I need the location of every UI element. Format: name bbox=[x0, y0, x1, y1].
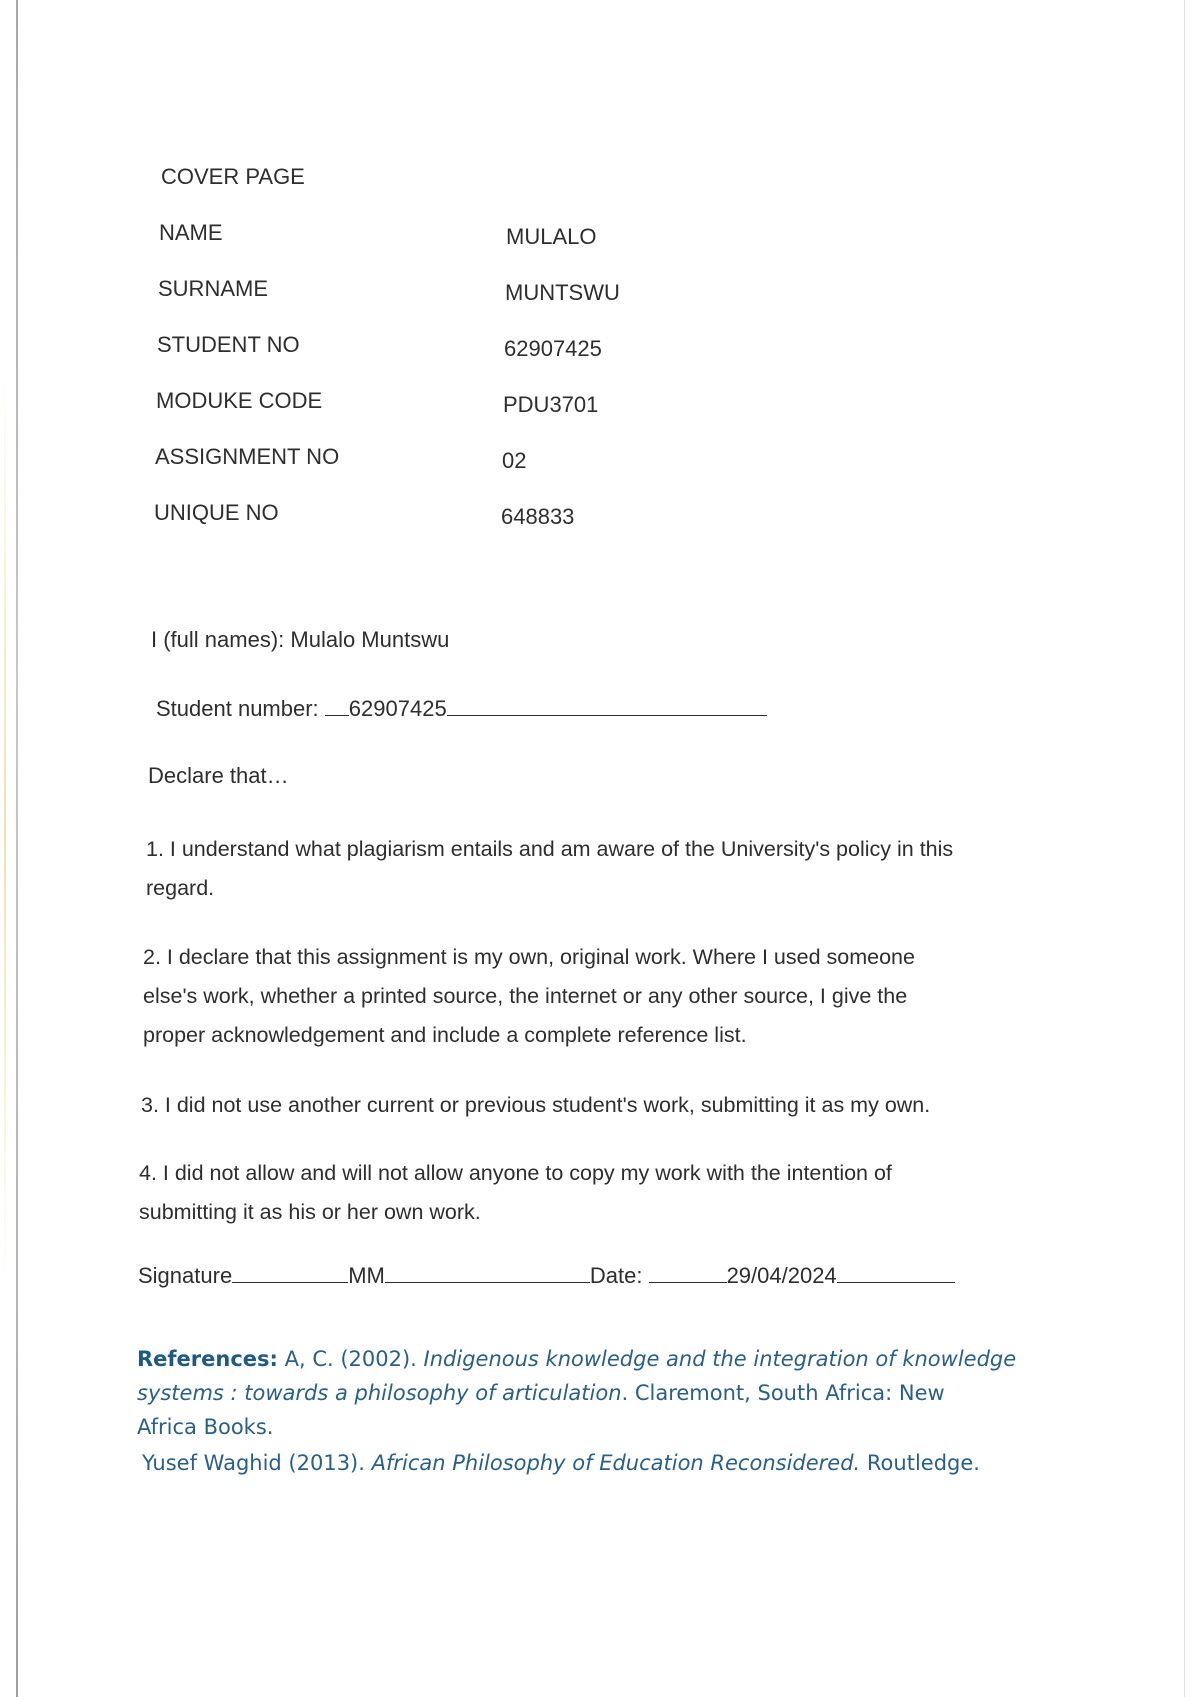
reference-1-line3: Africa Books. bbox=[137, 1415, 274, 1439]
blank-line bbox=[649, 1264, 727, 1283]
declaration-item-4-line2: submitting it as his or her own work. bbox=[139, 1200, 481, 1224]
name-value: MULALO bbox=[506, 224, 597, 249]
declaration-item-4-line1: 4. I did not allow and will not allow anyone to copy my work with the intention of bbox=[139, 1161, 892, 1185]
declaration-intro: Declare that… bbox=[148, 763, 289, 788]
reference-2-title: African Philosophy of Education Reconsidered. bbox=[371, 1451, 861, 1475]
full-names-line bbox=[151, 627, 449, 653]
scan-edge-right bbox=[1184, 0, 1185, 1697]
declaration-item-2-line3: proper acknowledgement and include a complete reference list. bbox=[143, 1023, 747, 1047]
scan-edge-stain bbox=[4, 380, 6, 1280]
declaration-item-1-line1: 1. I understand what plagiarism entails and am aware of the University's policy in this bbox=[146, 837, 954, 861]
reference-1-title-a: Indigenous knowledge and the integration of knowledge bbox=[423, 1347, 1017, 1371]
date-value: 29/04/2024 bbox=[726, 1263, 837, 1288]
assignment-no-value: 02 bbox=[502, 448, 527, 473]
reference-1-place: . Claremont, South Africa: New bbox=[621, 1381, 945, 1405]
blank-line bbox=[385, 1264, 590, 1283]
surname-value: MUNTSWU bbox=[505, 280, 620, 305]
declaration-item-3-line1: 3. I did not use another current or previous student's work, submitting it as my own. bbox=[141, 1093, 931, 1117]
reference-1-title-b: systems : towards a philosophy of articulation bbox=[137, 1381, 622, 1405]
student-no-label: STUDENT NO bbox=[157, 332, 300, 357]
blank-line bbox=[232, 1264, 348, 1283]
module-code-value: PDU3701 bbox=[503, 392, 599, 417]
full-names-label: I (full names): bbox=[151, 627, 285, 652]
reference-1-line1 bbox=[137, 1342, 1016, 1376]
reference-1-author: A, C. (2002). bbox=[284, 1347, 417, 1371]
signature-value: MM bbox=[348, 1263, 385, 1288]
signature-line bbox=[138, 1263, 955, 1289]
blank-line bbox=[447, 697, 767, 716]
reference-2-publisher: Routledge. bbox=[866, 1451, 980, 1475]
reference-2-author: Yusef Waghid (2013). bbox=[142, 1451, 365, 1475]
student-number-label: Student number: bbox=[156, 696, 319, 721]
unique-no-label: UNIQUE NO bbox=[154, 500, 279, 525]
declaration-item-2-line2: else's work, whether a printed source, the internet or any other source, I give the bbox=[143, 984, 908, 1008]
reference-2 bbox=[142, 1446, 980, 1480]
reference-1-line2 bbox=[137, 1376, 945, 1410]
cover-page-title: COVER PAGE bbox=[161, 164, 305, 189]
references-heading: References: bbox=[137, 1347, 278, 1371]
blank-line bbox=[325, 697, 349, 716]
date-label: Date: bbox=[589, 1263, 643, 1288]
scan-edge-left bbox=[16, 0, 18, 1697]
student-no-value: 62907425 bbox=[504, 336, 602, 361]
blank-line bbox=[837, 1264, 955, 1283]
surname-label: SURNAME bbox=[158, 276, 269, 301]
module-code-label: MODUKE CODE bbox=[156, 388, 323, 413]
unique-no-value: 648833 bbox=[501, 504, 575, 529]
student-number-value: 62907425 bbox=[348, 696, 447, 721]
declaration-item-2-line1: 2. I declare that this assignment is my own, original work. Where I used someone bbox=[143, 945, 915, 969]
student-number-line bbox=[156, 696, 767, 722]
declaration-item-1-line2: regard. bbox=[146, 876, 215, 900]
signature-label: Signature bbox=[138, 1263, 233, 1288]
name-label: NAME bbox=[159, 220, 223, 245]
assignment-no-label: ASSIGNMENT NO bbox=[155, 444, 340, 469]
full-names-value: Mulalo Muntswu bbox=[290, 627, 450, 652]
